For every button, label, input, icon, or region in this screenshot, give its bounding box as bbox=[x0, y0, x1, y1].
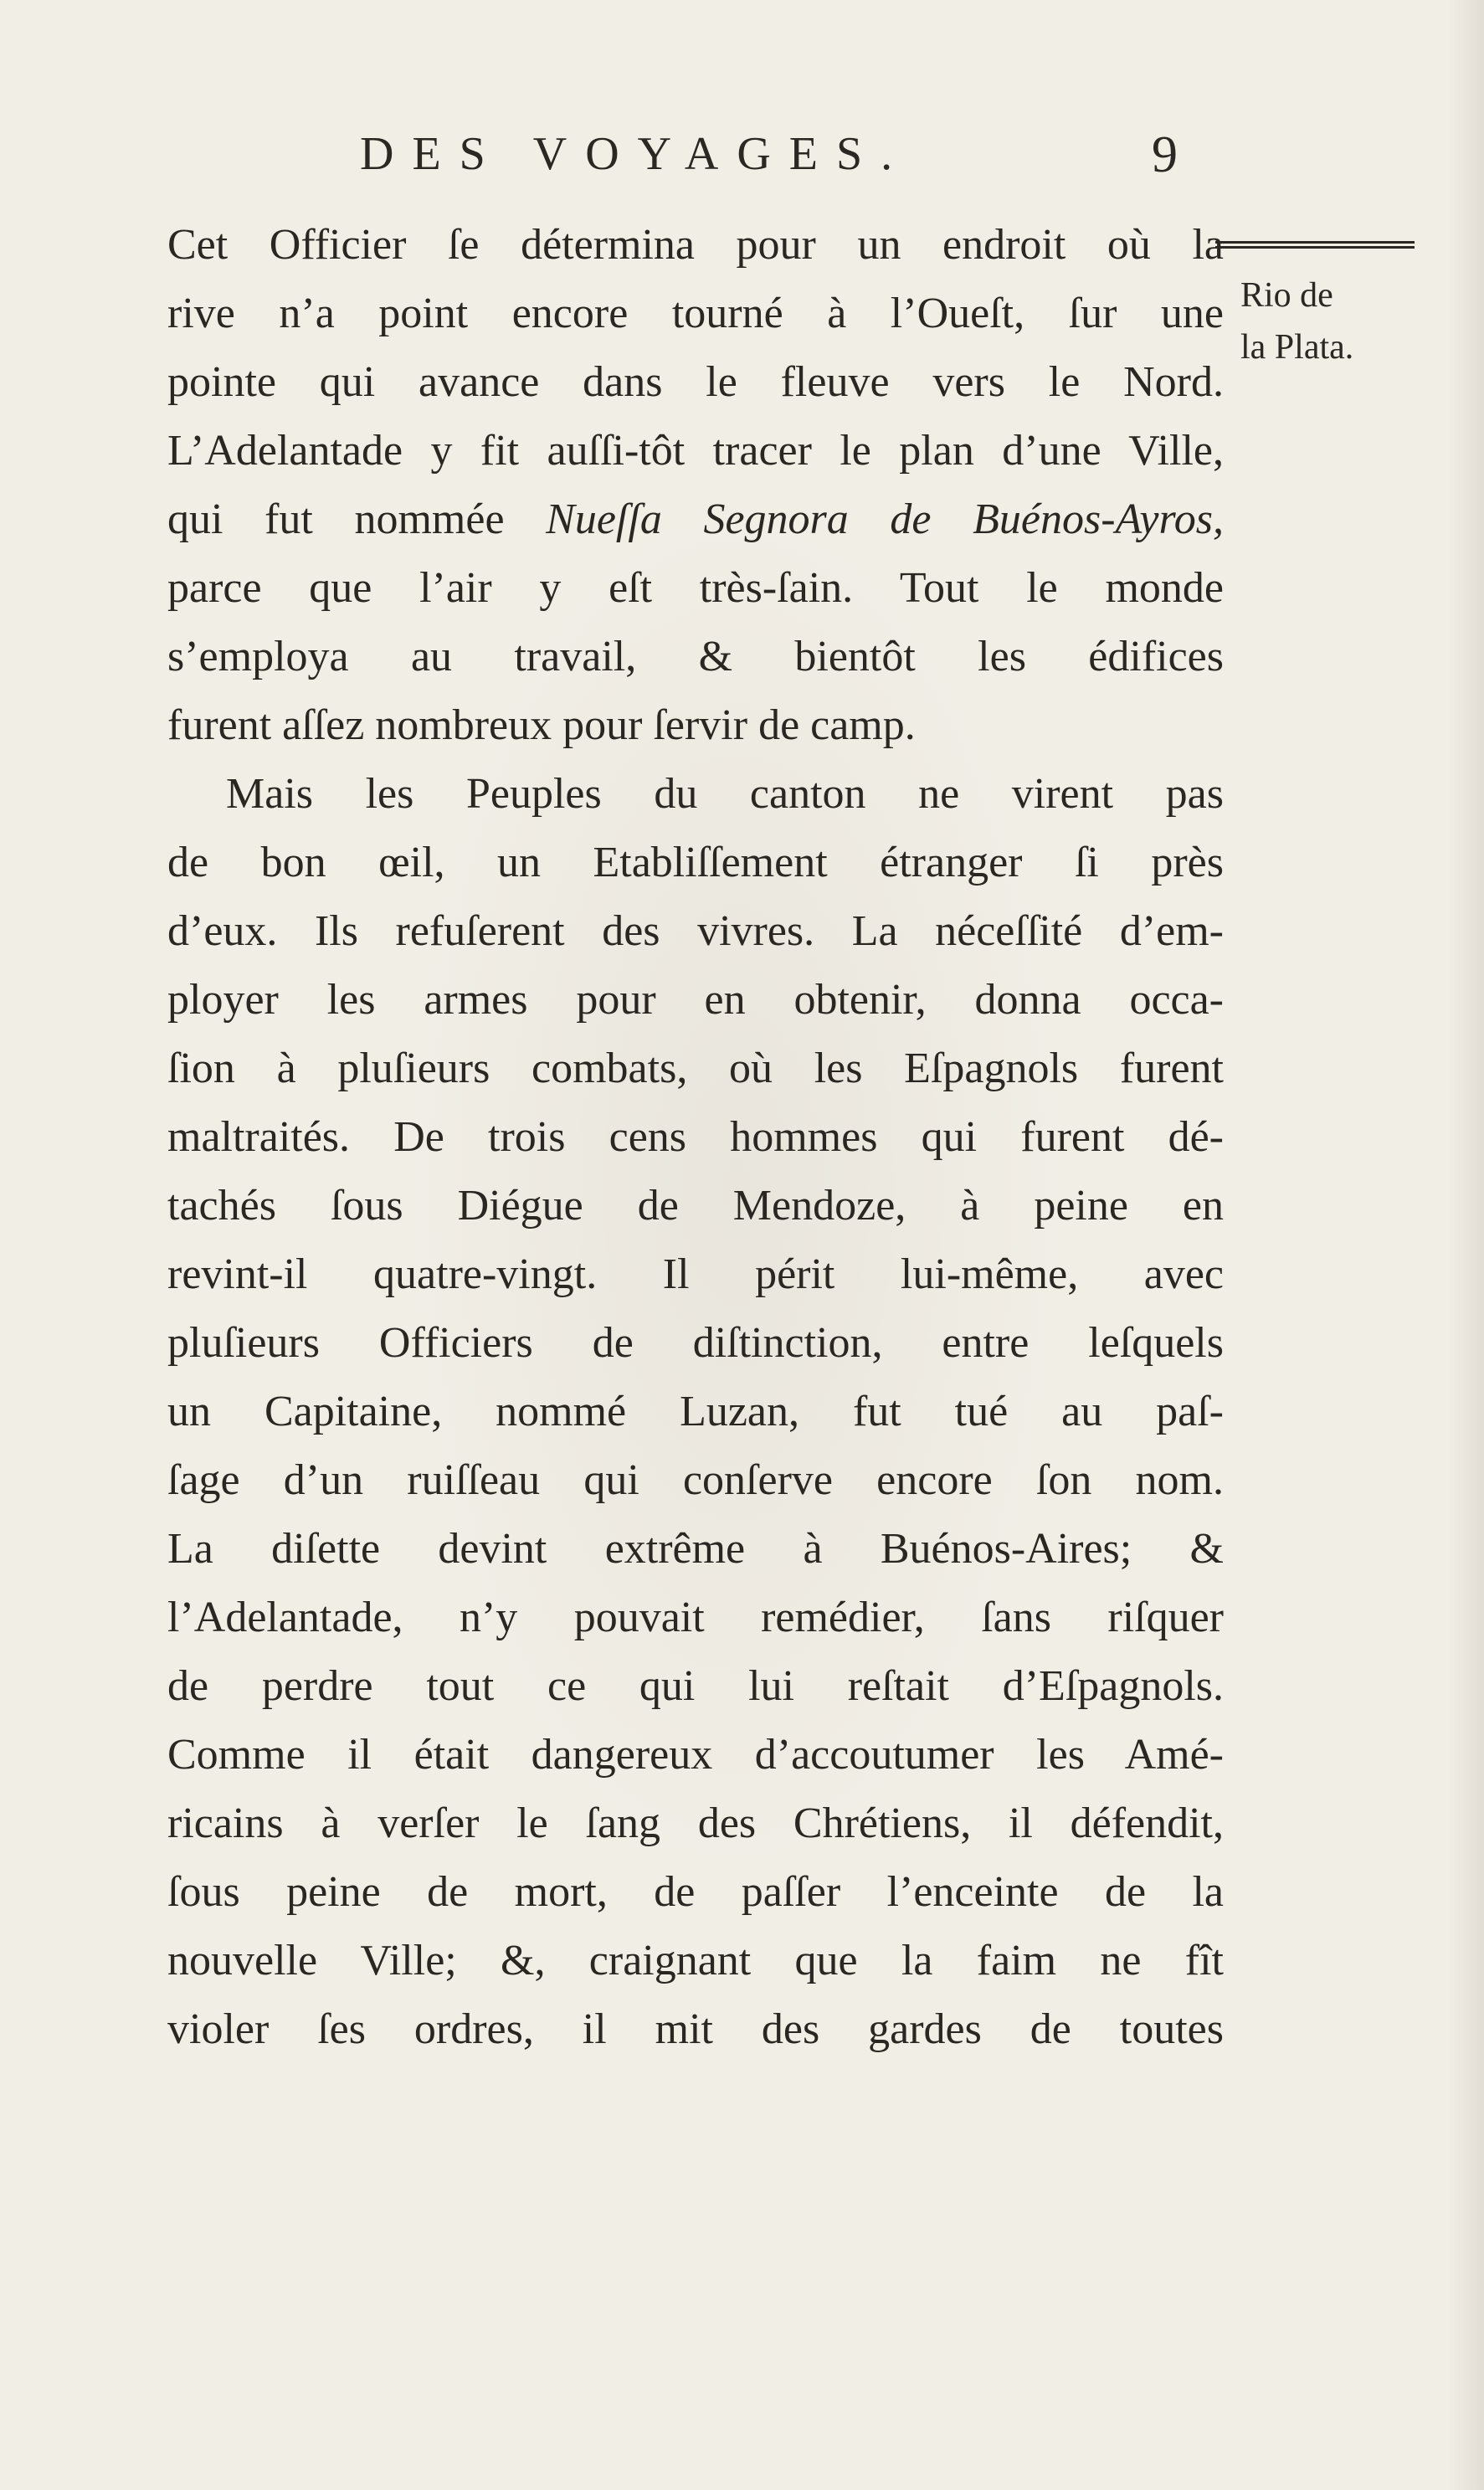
text-line: Mais les Peuples du canton ne virent pas bbox=[226, 770, 1224, 818]
text-fragment: qui fut nommée bbox=[167, 495, 505, 543]
text-line: tachés ſous Diégue de Mendoze, à peine en bbox=[167, 1182, 1224, 1230]
text-line: de perdre tout ce qui lui reſtait d’Eſpagnols. bbox=[167, 1662, 1224, 1710]
text-line: ſage d’un ruiſſeau qui conſerve encore ſon nom. bbox=[167, 1456, 1224, 1504]
text-line: ſous peine de mort, de paſſer l’enceinte de la bbox=[167, 1868, 1224, 1916]
text-line: revint-il quatre-vingt. Il périt lui-même, avec bbox=[167, 1250, 1224, 1298]
text-line: parce que l’air y eſt très-ſain. Tout le monde bbox=[167, 564, 1224, 612]
page-number: 9 bbox=[1152, 126, 1178, 183]
margin-rule bbox=[1215, 241, 1415, 249]
text-line: ricains à verſer le ſang des Chrétiens, il défendit, bbox=[167, 1799, 1224, 1847]
text-line: ployer les armes pour en obtenir, donna occa- bbox=[167, 976, 1224, 1024]
text-line: nouvelle Ville; &, craignant que la faim ne fît bbox=[167, 1937, 1224, 1984]
text-line: pluſieurs Officiers de diſtinction, entre leſquels bbox=[167, 1319, 1224, 1367]
text-line: violer ſes ordres, il mit des gardes de toutes bbox=[167, 2005, 1224, 2053]
body-text bbox=[167, 211, 1224, 2064]
text-line: de bon œil, un Etabliſſement étranger ſi près bbox=[167, 839, 1224, 886]
text-line: La diſette devint extrême à Buénos-Aires; & bbox=[167, 1525, 1224, 1573]
text-line: un Capitaine, nommé Luzan, fut tué au paſ- bbox=[167, 1388, 1224, 1435]
text-line: l’Adelantade, n’y pouvait remédier, ſans riſquer bbox=[167, 1594, 1224, 1641]
text-line: maltraités. De trois cens hommes qui furent dé- bbox=[167, 1113, 1224, 1161]
text-line: rive n’a point encore tourné à l’Oueſt, ſur une bbox=[167, 290, 1224, 337]
text-line: Cet Officier ſe détermina pour un endroit où la bbox=[167, 221, 1224, 269]
text-line: furent aſſez nombreux pour ſervir de camp. bbox=[167, 701, 916, 749]
text-line: s’employa au travail, & bientôt les édifices bbox=[167, 633, 1224, 680]
text-line bbox=[167, 485, 1224, 554]
margin-note-line: Rio de bbox=[1240, 276, 1333, 315]
running-title: DES VOYAGES. bbox=[360, 128, 911, 180]
text-line: L’Adelantade y fit auſſi-tôt tracer le plan d’une Ville, bbox=[167, 427, 1224, 475]
text-line: ſion à pluſieurs combats, où les Eſpagnols furent bbox=[167, 1045, 1224, 1092]
place-name-italic: Nueſſa Segnora de Buénos-Ayros, bbox=[546, 495, 1225, 543]
margin-note bbox=[1240, 270, 1450, 373]
text-line: Comme il était dangereux d’accoutumer les Amé- bbox=[167, 1731, 1224, 1779]
margin-note-line: la Plata. bbox=[1240, 328, 1354, 367]
text-line: d’eux. Ils refuſerent des vivres. La néceſſité d’em- bbox=[167, 907, 1224, 955]
text-line: pointe qui avance dans le fleuve vers le Nord. bbox=[167, 358, 1224, 406]
